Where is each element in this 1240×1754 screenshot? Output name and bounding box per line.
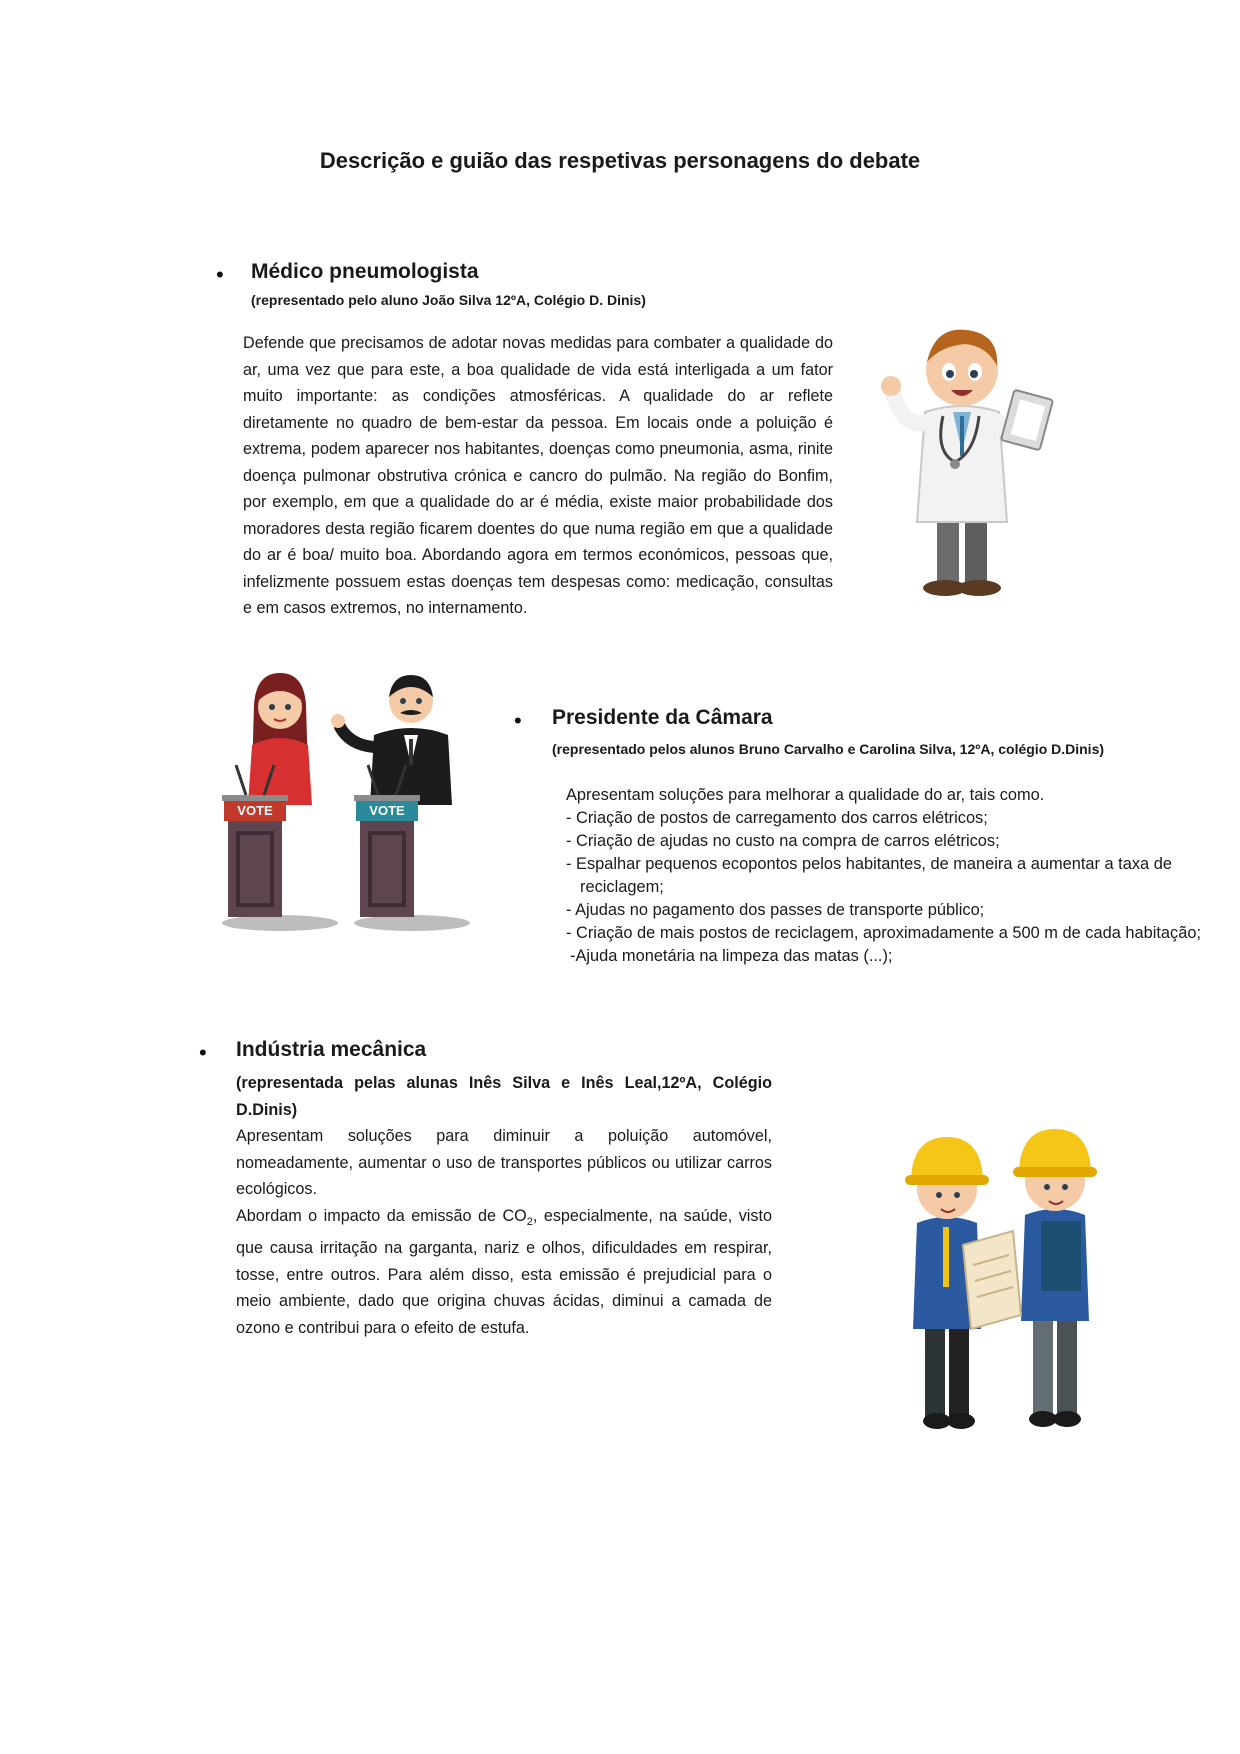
list-item: reciclagem; bbox=[580, 878, 664, 896]
list-item: - Ajudas no pagamento dos passes de transporte público; bbox=[566, 901, 985, 919]
industry-subtitle: (representada pelas alunas Inês Silva e Inês Leal,12ºA, Colégio D.Dinis) bbox=[236, 1074, 772, 1119]
doctor-heading: Médico pneumologista bbox=[251, 260, 479, 283]
bullet: • bbox=[514, 708, 522, 733]
list-item: - Criação de ajudas no custo na compra de carros elétricos; bbox=[566, 832, 1000, 850]
bullet: • bbox=[199, 1040, 207, 1065]
list-item: -Ajuda monetária na limpeza das matas (...); bbox=[570, 947, 893, 965]
co2-text: Abordam o impacto da emissão de CO bbox=[236, 1206, 527, 1225]
mayor-heading: Presidente da Câmara bbox=[552, 706, 773, 729]
list-item: - Espalhar pequenos ecopontos pelos habitantes, de maneira a aumentar a taxa de bbox=[566, 855, 1172, 873]
debate-illustration bbox=[222, 665, 477, 935]
list-item: - Criação de mais postos de reciclagem, aproximadamente a 500 m de cada habitação; bbox=[566, 924, 1202, 942]
doctor-subtitle: (representado pelo aluno João Silva 12ºA, Colégio D. Dinis) bbox=[251, 292, 646, 308]
mayor-intro: Apresentam soluções para melhorar a qualidade do ar, tais como. bbox=[566, 786, 1045, 804]
vote-label-1: VOTE bbox=[237, 803, 273, 818]
mayor-solutions bbox=[566, 784, 1201, 968]
doctor-text bbox=[243, 330, 833, 622]
engineers-illustration bbox=[845, 1115, 1155, 1440]
industry-text bbox=[236, 1070, 772, 1341]
vote-label-2: VOTE bbox=[369, 803, 405, 818]
bullet: • bbox=[216, 262, 224, 287]
industry-paragraph-1: Apresentam soluções para diminuir a poluição automóvel, nomeadamente, aumentar o uso de transportes públicos ou utilizar carros ecológicos. bbox=[236, 1127, 772, 1198]
paragraph-continuation: , especialmente, na saúde, visto que causa irritação na garganta, nariz e olhos, dificuldades em respirar, tosse, entre outros. Para além disso, esta emissão é prejudicial para o meio ambiente, dado que origina chuvas ácidas, diminui a camada de ozono e contribui para o efeito de estufa. bbox=[236, 1206, 772, 1337]
doctor-paragraph: Defende que precisamos de adotar novas medidas para combater a qualidade do ar, uma vez que para este, a boa qualidade de vida está interligada a um fator muito importante: as condições atmosféricas. A qualidade do ar reflete diretamente no quadro de bem-estar da pessoa. Em locais onde a poluição é extrema, podem aparecer nos habitantes, doenças como pneumonia, asma, rinite doença pulmonar obstrutiva crónica e cancro do pulmão. Na região do Bonfim, por exemplo, em que a qualidade do ar é média, existe maior probabilidade dos moradores desta região ficarem doentes do que numa região em que a qualidade do ar é boa/ muito boa. Abordando agora em termos económicos, pessoas que, infelizmente possuem estas doenças tem despesas como: medicação, consultas e em casos extremos, no internamento. bbox=[243, 334, 833, 617]
industry-paragraph-2 bbox=[236, 1203, 772, 1342]
industry-heading: Indústria mecânica bbox=[236, 1038, 427, 1061]
co2-subscript: 2 bbox=[526, 1215, 533, 1228]
mayor-subtitle: (representado pelos alunos Bruno Carvalho e Carolina Silva, 12ºA, colégio D.Dinis) bbox=[552, 741, 1105, 757]
doctor-illustration bbox=[875, 312, 1065, 602]
list-item: - Criação de postos de carregamento dos carros elétricos; bbox=[566, 809, 988, 827]
page-title: Descrição e guião das respetivas personagens do debate bbox=[319, 148, 921, 173]
